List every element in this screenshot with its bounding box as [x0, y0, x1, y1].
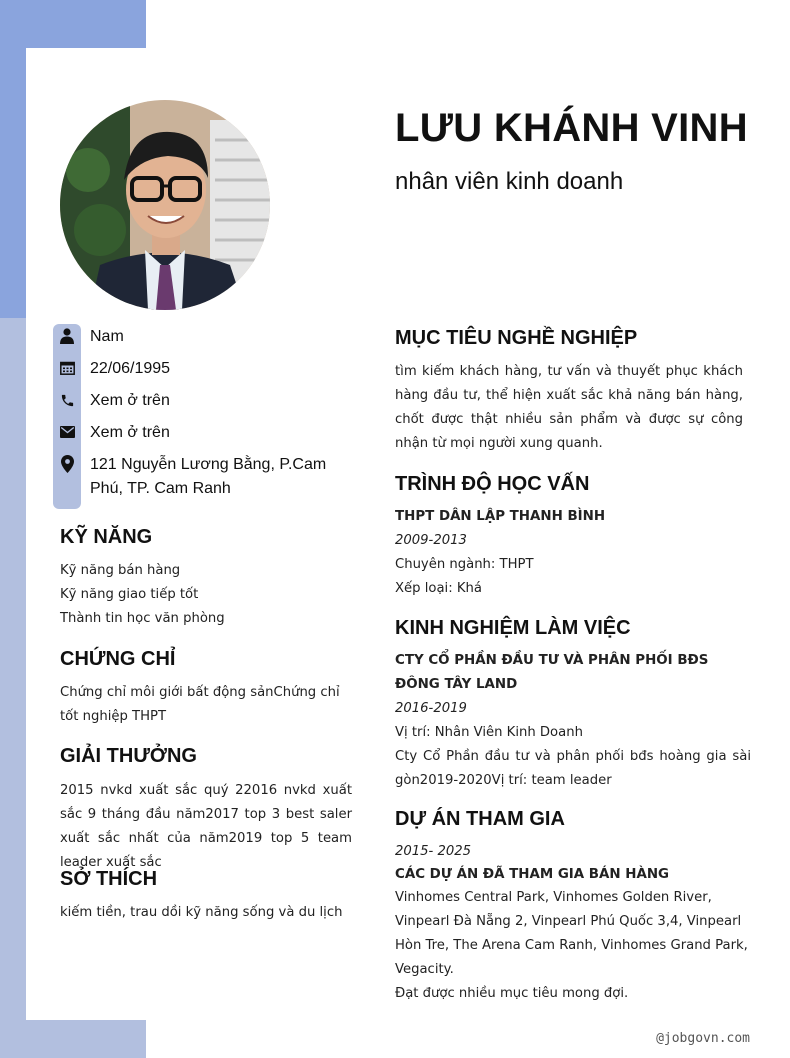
calendar-icon [53, 357, 81, 379]
project-name: CÁC DỰ ÁN ĐÃ THAM GIA BÁN HÀNG [395, 867, 670, 882]
profile-photo [60, 100, 270, 310]
education-major: Chuyên ngành: THPT [395, 557, 534, 572]
skills-heading: KỸ NĂNG [60, 526, 153, 548]
skills-list [60, 559, 352, 631]
skill-item: Kỹ năng giao tiếp tốt [60, 587, 199, 602]
experience-heading: KINH NGHIỆM LÀM VIỆC [395, 617, 631, 639]
experience-period: 2016-2019 [395, 701, 467, 716]
objective-text: tìm kiếm khách hàng, tư vấn và thuyết phục khách hàng đầu tư, thể hiện xuất sắc khả năng bán hàng, chốt được thật nhiều sản phẩm và được sự công nhận từ mọi người xung quanh. [395, 364, 743, 451]
project-list: Vinhomes Central Park, Vinhomes Golden River, Vinpearl Đà Nẵng 2, Vinpearl Phú Quốc 3,4, Vinpearl Hòn Tre, The Arena Cam Ranh, Vinhomes Grand Park, Vegacity. [395, 890, 748, 977]
gender-value: Nam [90, 328, 124, 345]
education-grade: Xếp loại: Khá [395, 581, 482, 596]
education-period: 2009-2013 [395, 533, 467, 548]
education-school: THPT DÂN LẬP THANH BÌNH [395, 509, 606, 524]
experience-block [395, 649, 751, 793]
projects-heading: DỰ ÁN THAM GIA [395, 808, 565, 830]
decor-bar-side [0, 318, 26, 1020]
hobbies-heading: SỞ THÍCH [60, 868, 158, 890]
project-result: Đạt được nhiều mục tiêu mong đợi. [395, 986, 629, 1001]
certificates-text: Chứng chỉ môi giới bất động sảnChứng chỉ tốt nghiệp THPT [60, 685, 340, 724]
contact-phone [53, 389, 363, 413]
experience-company: CTY CỔ PHẦN ĐẦU TƯ VÀ PHÂN PHỐI BĐS ĐÔNG TÂY LAND [395, 653, 709, 692]
candidate-name: LƯU KHÁNH VINH [395, 106, 748, 150]
experience-position: Vị trí: Nhân Viên Kinh Doanh [395, 725, 583, 740]
contact-address [53, 453, 363, 501]
education-heading: TRÌNH ĐỘ HỌC VẤN [395, 473, 590, 495]
skill-item: Kỹ năng bán hàng [60, 563, 181, 578]
project-period: 2015- 2025 [395, 844, 472, 859]
contact-dob [53, 357, 363, 381]
objective-heading: MỤC TIÊU NGHỀ NGHIỆP [395, 327, 638, 349]
dob-value: 22/06/1995 [90, 360, 171, 377]
education-block [395, 505, 751, 601]
certificates-heading: CHỨNG CHỈ [60, 648, 176, 670]
hobbies-text: kiếm tiền, trau dồi kỹ năng sống và du lịch [60, 905, 343, 920]
projects-block [395, 840, 751, 1006]
location-pin-icon [53, 453, 81, 475]
phone-value: Xem ở trên [90, 392, 170, 409]
contact-email [53, 421, 363, 445]
awards-heading: GIẢI THƯỞNG [60, 745, 197, 767]
phone-icon [53, 389, 81, 411]
experience-detail: Cty Cổ Phần đầu tư và phân phối bđs hoàng gia sài gòn2019-2020Vị trí: team leader [395, 749, 751, 788]
contact-gender [53, 325, 363, 349]
skill-item: Thành tin học văn phòng [60, 611, 225, 626]
watermark: @jobgovn.com [656, 1031, 750, 1046]
candidate-role: nhân viên kinh doanh [395, 168, 624, 195]
decor-bar-bottom [0, 1020, 146, 1058]
address-value: 121 Nguyễn Lương Bằng, P.Cam Phú, TP. Cam Ranh [90, 456, 327, 497]
awards-text: 2015 nvkd xuất sắc quý 22016 nvkd xuất sắc 9 tháng đầu năm2017 top 3 best saler xuất sắc nhất của năm2019 top 5 team leader xuất sắc [60, 783, 352, 870]
mail-icon [53, 421, 81, 443]
email-value: Xem ở trên [90, 424, 170, 441]
person-icon [53, 325, 81, 347]
